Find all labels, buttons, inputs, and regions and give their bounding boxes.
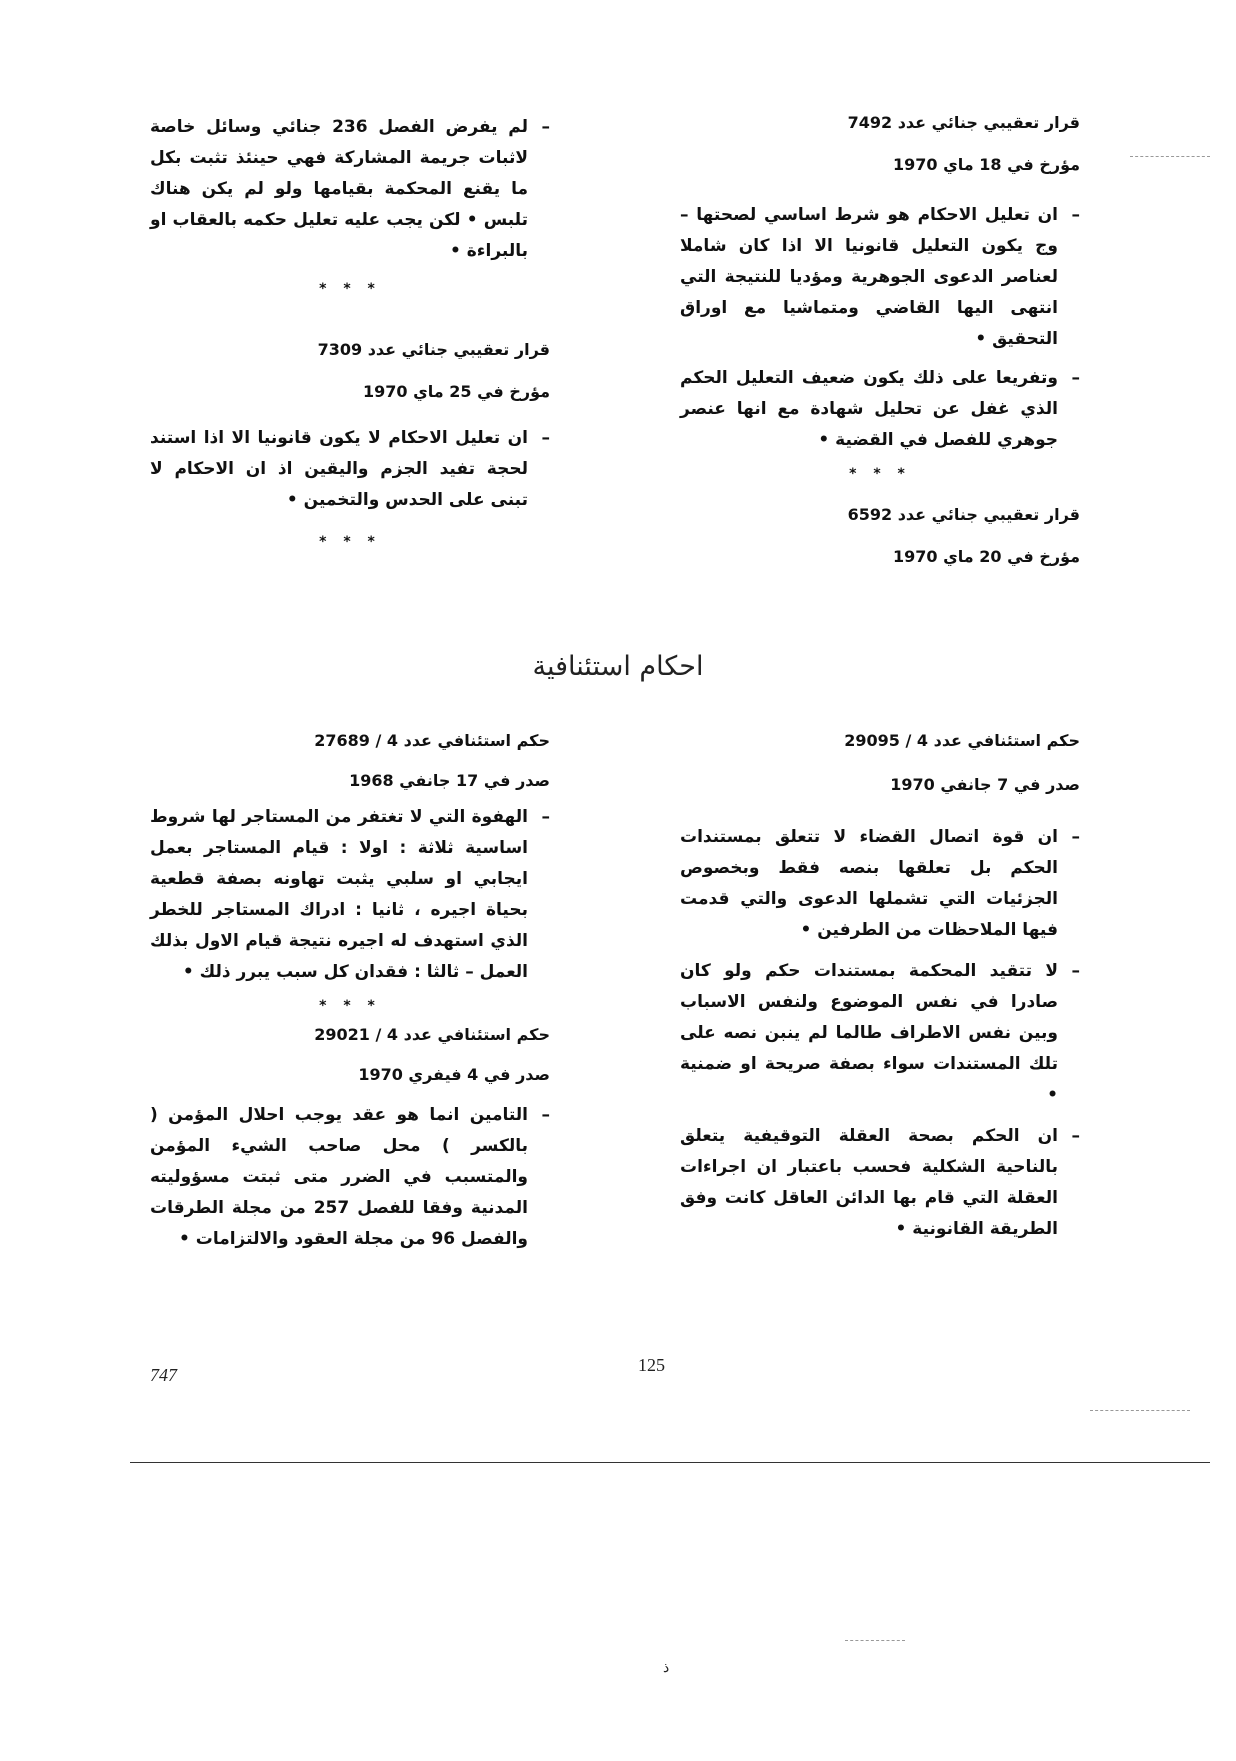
bottom-rule	[130, 1462, 1210, 1463]
scan-artifact-line	[845, 1640, 905, 1641]
separator-stars: * * *	[849, 466, 911, 482]
ruling-paragraph: – لا تتقيد المحكمة بمستندات حكم ولو كان صادرا في نفس الموضوع ولنفس الاسباب وبين نفس الاطراف طالما لم ينبن نصه على تلك المستندات سواء بصفة صريحة او ضمنية •	[680, 956, 1080, 1111]
ruling-paragraph: – ان الحكم بصحة العقلة التوقيفية يتعلق بالناحية الشكلية فحسب باعتبار ان اجراءات العقلة التي قام بها الدائن العاقل كانت وفق الطريقة القانونية •	[680, 1121, 1080, 1245]
ruling-paragraph: – لم يفرض الفصل 236 جنائي وسائل خاصة لاثبات جريمة المشاركة فهي حينئذ تثبت بكل ما يقنع المحكمة بقيامها ولو لم يكن هناك تلبس • لكن يجب عليه تعليل حكمه بالعقاب او بالبراءة •	[150, 112, 550, 267]
judgment-date: صدر في 17 جانفي 1968	[349, 771, 550, 790]
bottom-mark: ﺫ	[663, 1661, 670, 1676]
ruling-paragraph: – ان قوة اتصال القضاء لا تتعلق بمستندات الحكم بل تعلقها بنصه فقط وبخصوص الجزئيات التي تشملها الدعوى والتي قدمت فيها الملاحظات من الطرفين •	[680, 822, 1080, 946]
column-top-left	[150, 112, 550, 550]
judgment-heading: حكم استئنافي عدد 4 / 29021	[314, 1025, 550, 1044]
decision-heading: قرار تعقيبي جنائي عدد 6592	[847, 505, 1080, 524]
judgment-date: صدر في 4 فيفري 1970	[358, 1065, 550, 1084]
page-number-left: 747	[150, 1365, 177, 1385]
decision-heading: قرار تعقيبي جنائي عدد 7309	[317, 340, 550, 359]
column-bottom-right	[680, 730, 1080, 1245]
column-top-right	[680, 112, 1080, 568]
scan-artifact-line	[1130, 156, 1210, 157]
column-bottom-left	[150, 730, 550, 1255]
decision-date: مؤرخ في 20 ماي 1970	[893, 547, 1080, 566]
judgment-heading: حكم استئنافي عدد 4 / 27689	[314, 731, 550, 750]
ruling-paragraph: – ان تعليل الاحكام هو شرط اساسي لصحتها – وج يكون التعليل قانونيا الا اذا كان شاملا لعناصر الدعوى الجوهرية ومؤديا للنتيجة التي انتهى اليها القاضي ومتماشيا مع اوراق التحقيق •	[680, 200, 1080, 355]
decision-date: مؤرخ في 18 ماي 1970	[893, 155, 1080, 174]
separator-stars: * * *	[319, 534, 381, 550]
page-number-center: 125	[638, 1355, 665, 1375]
ruling-paragraph: – وتفريعا على ذلك يكون ضعيف التعليل الحكم الذي غفل عن تحليل شهادة مع انها عنصر جوهري للفصل في القضية •	[680, 363, 1080, 456]
section-title: احكام استئنافية	[532, 651, 704, 682]
scan-artifact-line	[1090, 1410, 1190, 1411]
decision-date: مؤرخ في 25 ماي 1970	[363, 382, 550, 401]
separator-stars: * * *	[319, 281, 381, 297]
judgment-date: صدر في 7 جانفي 1970	[890, 775, 1080, 794]
decision-heading: قرار تعقيبي جنائي عدد 7492	[847, 113, 1080, 132]
ruling-paragraph: – التامين انما هو عقد يوجب احلال المؤمن ( بالكسر ) محل صاحب الشيء المؤمن والمتسبب في الضرر متى ثبتت مسؤوليته المدنية وفقا للفصل 257 من مجلة الطرقات والفصل 96 من مجلة العقود والالتزامات •	[150, 1100, 550, 1255]
ruling-paragraph: – الهفوة التي لا تغتفر من المستاجر لها شروط اساسية ثلاثة : اولا : قيام المستاجر بعمل ايجابي او سلبي يثبت تهاونه بصفة قطعية بحياة اجيره ، ثانيا : ادراك المستاجر للخطر الذي استهدف له اجيره نتيجة قيام الاول بذلك العمل – ثالثا : فقدان كل سبب يبرر ذلك •	[150, 802, 550, 988]
judgment-heading: حكم استئنافي عدد 4 / 29095	[844, 731, 1080, 750]
ruling-paragraph: – ان تعليل الاحكام لا يكون قانونيا الا اذا استند لحجة تفيد الجزم واليقين اذ ان الاحكام لا تبنى على الحدس والتخمين •	[150, 423, 550, 516]
separator-stars: * * *	[319, 998, 381, 1014]
